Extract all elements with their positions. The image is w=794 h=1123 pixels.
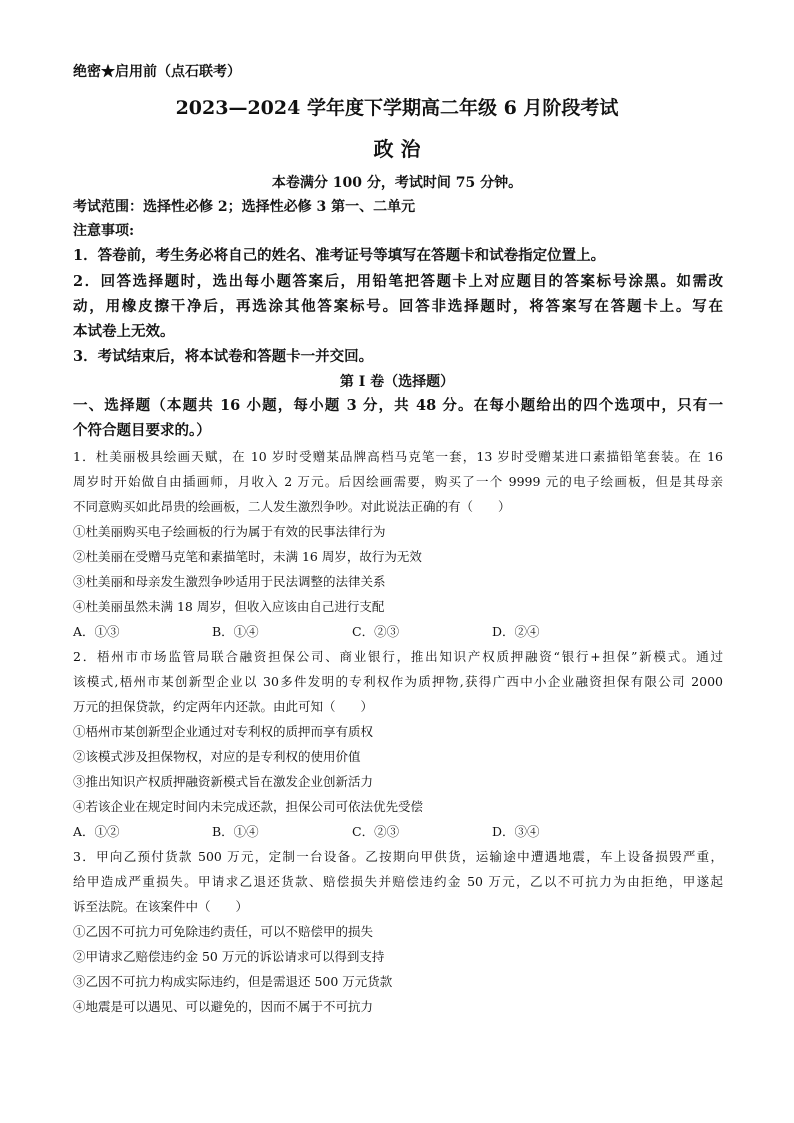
q1-statement-1: ①杜美丽购买电子绘画板的行为属于有效的民事法律行为 bbox=[73, 524, 386, 539]
note-2-line-1: 2．回答选择题时，选出每小题答案后，用铅笔把答题卡上对应题目的答案标号涂黑。如需改 bbox=[73, 273, 723, 290]
note-1: 1．答卷前，考生务必将自己的姓名、准考证号等填写在答题卡和试卷指定位置上。 bbox=[73, 247, 606, 264]
q2-option-c[interactable]: C．②③ bbox=[352, 824, 400, 839]
q3-statement-3: ③乙因不可抗力构成实际违约，但是需退还 500 万元货款 bbox=[73, 974, 393, 989]
q2-statement-2: ②该模式涉及担保物权，对应的是专利权的使用价值 bbox=[73, 749, 361, 764]
q1-stem-line-2: 周岁时开始做自由插画师，月收入 2 万元。后因绘画需要，购买了一个 9999 元的电子绘画板，但是其母亲 bbox=[73, 474, 723, 489]
q2-option-b[interactable]: B．①④ bbox=[212, 824, 259, 839]
q1-stem-line-1: 1．杜美丽极具绘画天赋，在 10 岁时受赠某品牌高档马克笔一套，13 岁时受赠某进口素描铅笔套装。在 16 bbox=[73, 449, 723, 464]
q1-statement-3: ③杜美丽和母亲发生激烈争吵适用于民法调整的法律关系 bbox=[73, 574, 386, 589]
part-1-title: 第 I 卷（选择题） bbox=[339, 374, 455, 390]
notes-title: 注意事项: bbox=[73, 223, 135, 239]
q3-statement-1: ①乙因不可抗力可免除违约责任，可以不赔偿甲的损失 bbox=[73, 924, 374, 939]
q1-stem-line-3: 不同意购买如此昂贵的绘画板，二人发生激烈争吵。对此说法正确的有（ ） bbox=[73, 499, 511, 514]
q2-stem-line-3: 万元的担保贷款，约定两年内还款。由此可知（ ） bbox=[73, 699, 374, 714]
q1-option-c[interactable]: C．②③ bbox=[352, 624, 400, 639]
q2-statement-3: ③推出知识产权质押融资新模式旨在激发企业创新活力 bbox=[73, 774, 374, 789]
q1-option-a[interactable]: A．①③ bbox=[73, 624, 120, 639]
q2-stem-line-2: 该模式,梧州市某创新型企业以 30多件发明的专利权作为质押物,获得广西中小企业融资担保有限公司 2000 bbox=[73, 674, 723, 689]
q2-stem-line-1: 2．梧州市市场监管局联合融资担保公司、商业银行，推出知识产权质押融资“银行+担保”新模式。通过 bbox=[73, 649, 723, 664]
q2-statement-4: ④若该企业在规定时间内未完成还款，担保公司可依法优先受偿 bbox=[73, 799, 424, 814]
q3-stem-line-3: 诉至法院。在该案件中（ ） bbox=[73, 899, 249, 914]
q3-stem-line-2: 给甲造成严重损失。甲请求乙退还货款、赔偿损失并赔偿违约金 50 万元，乙以不可抗力为由拒绝，甲遂起 bbox=[73, 874, 723, 889]
q3-stem-line-1: 3．甲向乙预付货款 500 万元，定制一台设备。乙按期向甲供货，运输途中遭遇地震，车上设备损毁严重， bbox=[73, 849, 723, 864]
section-heading-line-2: 个符合题目要求的。） bbox=[73, 422, 211, 439]
exam-title: 2023—2024 学年度下学期高二年级 6 月阶段考试 bbox=[175, 97, 619, 119]
q2-option-d[interactable]: D．③④ bbox=[492, 824, 540, 839]
note-2-line-2: 动，用橡皮擦干净后，再选涂其他答案标号。回答非选择题时，将答案写在答题卡上。写在 bbox=[73, 298, 723, 315]
q1-option-b[interactable]: B．①④ bbox=[212, 624, 259, 639]
confidential-label: 绝密★启用前（点石联考） bbox=[73, 64, 241, 80]
note-2-line-3: 本试卷上无效。 bbox=[73, 323, 175, 340]
subject-title: 政 治 bbox=[373, 137, 421, 161]
q1-option-d[interactable]: D．②④ bbox=[492, 624, 540, 639]
note-3: 3．考试结束后，将本试卷和答题卡一并交回。 bbox=[73, 348, 374, 365]
exam-scope: 考试范围：选择性必修 2；选择性必修 3 第一、二单元 bbox=[73, 199, 416, 215]
q3-statement-4: ④地震是可以遇见、可以避免的，因而不属于不可抗力 bbox=[73, 999, 374, 1014]
q2-option-a[interactable]: A．①② bbox=[73, 824, 120, 839]
section-heading-line-1: 一、选择题（本题共 16 小题，每小题 3 分，共 48 分。在每小题给出的四个选项中，只有一 bbox=[73, 397, 723, 414]
q1-statement-2: ②杜美丽在受赠马克笔和素描笔时，未满 16 周岁，故行为无效 bbox=[73, 549, 422, 564]
q3-statement-2: ②甲请求乙赔偿违约金 50 万元的诉讼请求可以得到支持 bbox=[73, 949, 385, 964]
q2-statement-1: ①梧州市某创新型企业通过对专利权的质押而享有质权 bbox=[73, 724, 374, 739]
score-time-note: 本卷满分 100 分，考试时间 75 分钟。 bbox=[271, 175, 523, 191]
q1-statement-4: ④杜美丽虽然未满 18 周岁，但收入应该由自己进行支配 bbox=[73, 599, 385, 614]
